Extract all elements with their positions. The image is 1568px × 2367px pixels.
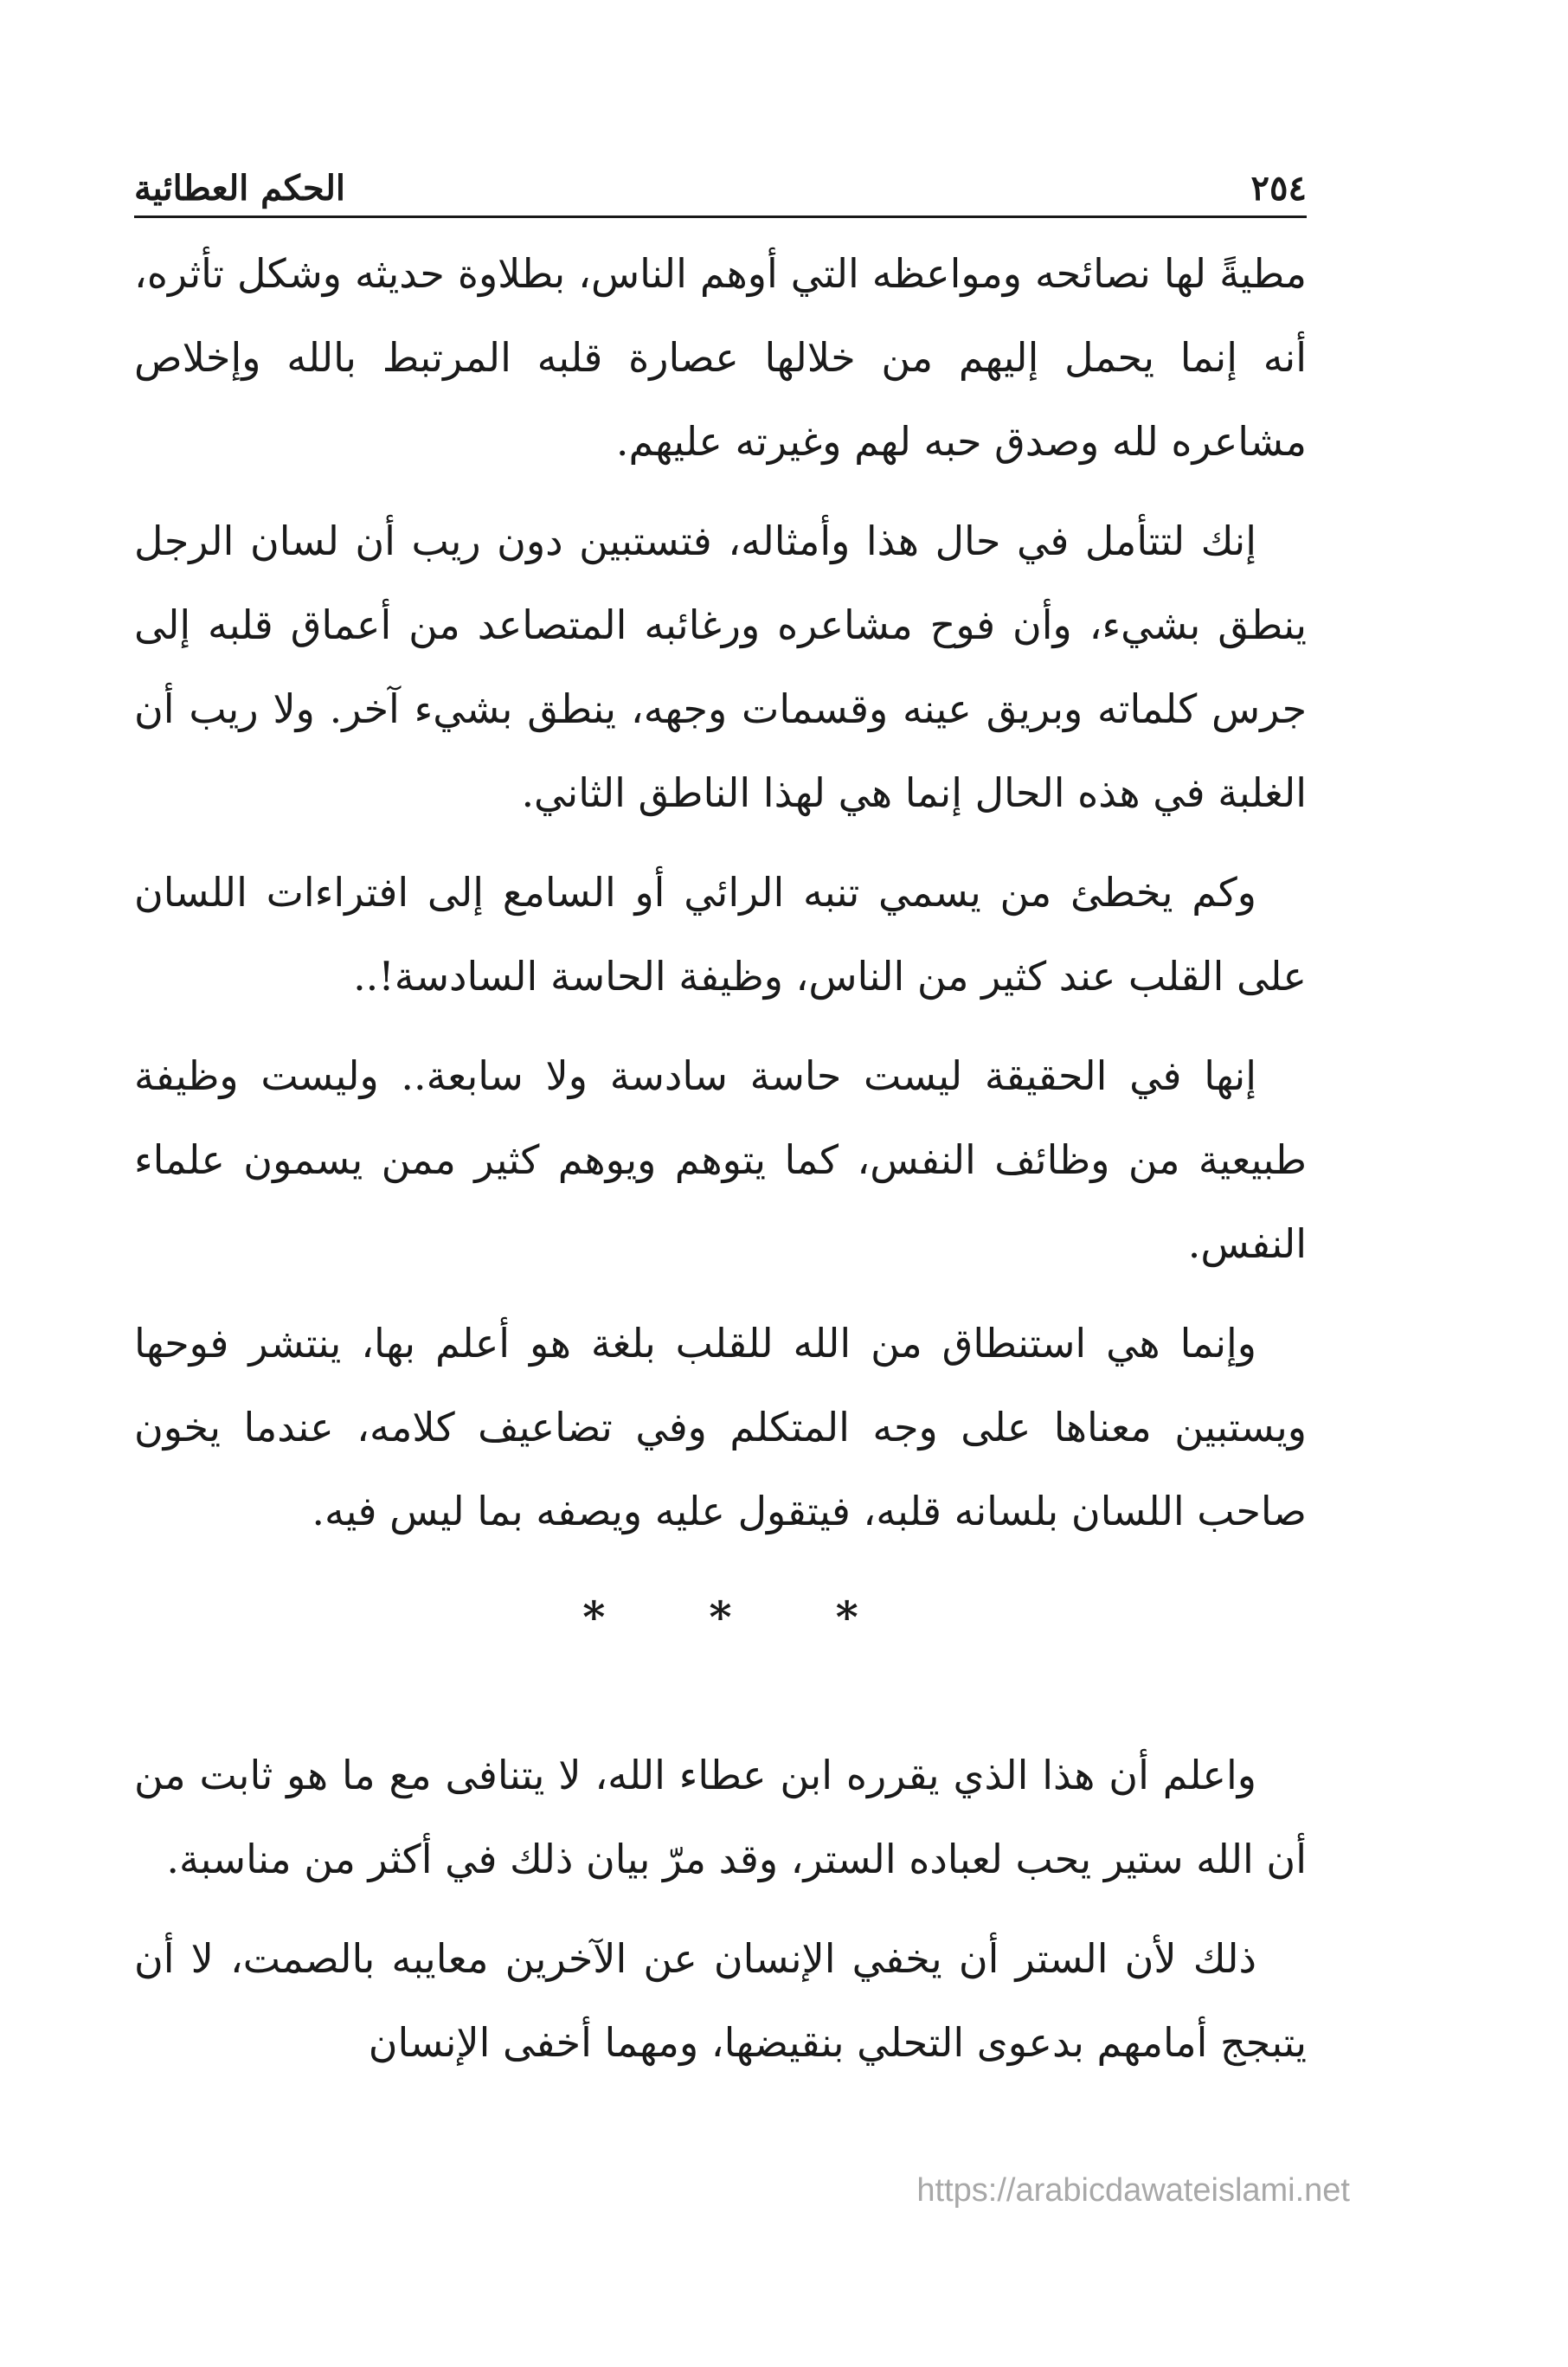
paragraph: إنك لتتأمل في حال هذا وأمثاله، فتستبين دون ريب أن لسان الرجل ينطق بشيء، وأن فوح مشاعره ورغائبه المتصاعد من أعماق قلبه إلى جرس كلماته وبريق عينه وقسمات وجهه، ينطق بشيء آخر. ولا ريب أن الغلبة في هذه الحال إنما هي لهذا الناطق الثاني. <box>134 518 1307 816</box>
paragraph: مطيةً لها نصائحه ومواعظه التي أوهم الناس، بطلاوة حديثه وشكل تأثره، أنه إنما يحمل إليهم من خلالها عصارة قلبه المرتبط بالله وإخلاص مشاعره لله وصدق حبه لهم وغيرته عليهم. <box>134 250 1307 465</box>
paragraph: وإنما هي استنطاق من الله للقلب بلغة هو أعلم بها، ينتشر فوحها ويستبين معناها على وجه المتكلم وفي تضاعيف كلامه، عندما يخون صاحب اللسان بلسانه قلبه، فيتقول عليه ويصفه بما ليس فيه. <box>134 1320 1307 1534</box>
body-text <box>134 232 1307 2100</box>
watermark-url: https://arabicdawateislami.net <box>916 2172 1350 2209</box>
paragraph: وكم يخطئ من يسمي تنبه الرائي أو السامع إلى افتراءات اللسان على القلب عند كثير من الناس، وظيفة الحاسة السادسة!.. <box>134 869 1307 1000</box>
page-header <box>134 145 1307 209</box>
section-separator <box>134 1569 1307 1664</box>
paragraph: ذلك لأن الستر أن يخفي الإنسان عن الآخرين معايبه بالصمت، لا أن يتبجج أمامهم بدعوى التحلي بنقيضها، ومهما أخفى الإنسان <box>134 1935 1307 2066</box>
paragraph: واعلم أن هذا الذي يقرره ابن عطاء الله، لا يتنافى مع ما هو ثابت من أن الله ستير يحب لعباده الستر، وقد مرّ بيان ذلك في أكثر من مناسبة. <box>134 1752 1307 1882</box>
asterisk-icon: * <box>582 1591 606 1643</box>
header-rule <box>134 215 1307 218</box>
asterisk-icon: * <box>709 1591 732 1643</box>
asterisk-icon: * <box>835 1591 858 1643</box>
page-number: ٢٥٤ <box>1250 168 1307 209</box>
paragraph: إنها في الحقيقة ليست حاسة سادسة ولا سابعة.. وليست وظيفة طبيعية من وظائف النفس، كما يتوهم ويوهم كثير ممن يسمون علماء النفس. <box>134 1052 1307 1267</box>
running-title: الحكم العطائية <box>134 168 346 209</box>
